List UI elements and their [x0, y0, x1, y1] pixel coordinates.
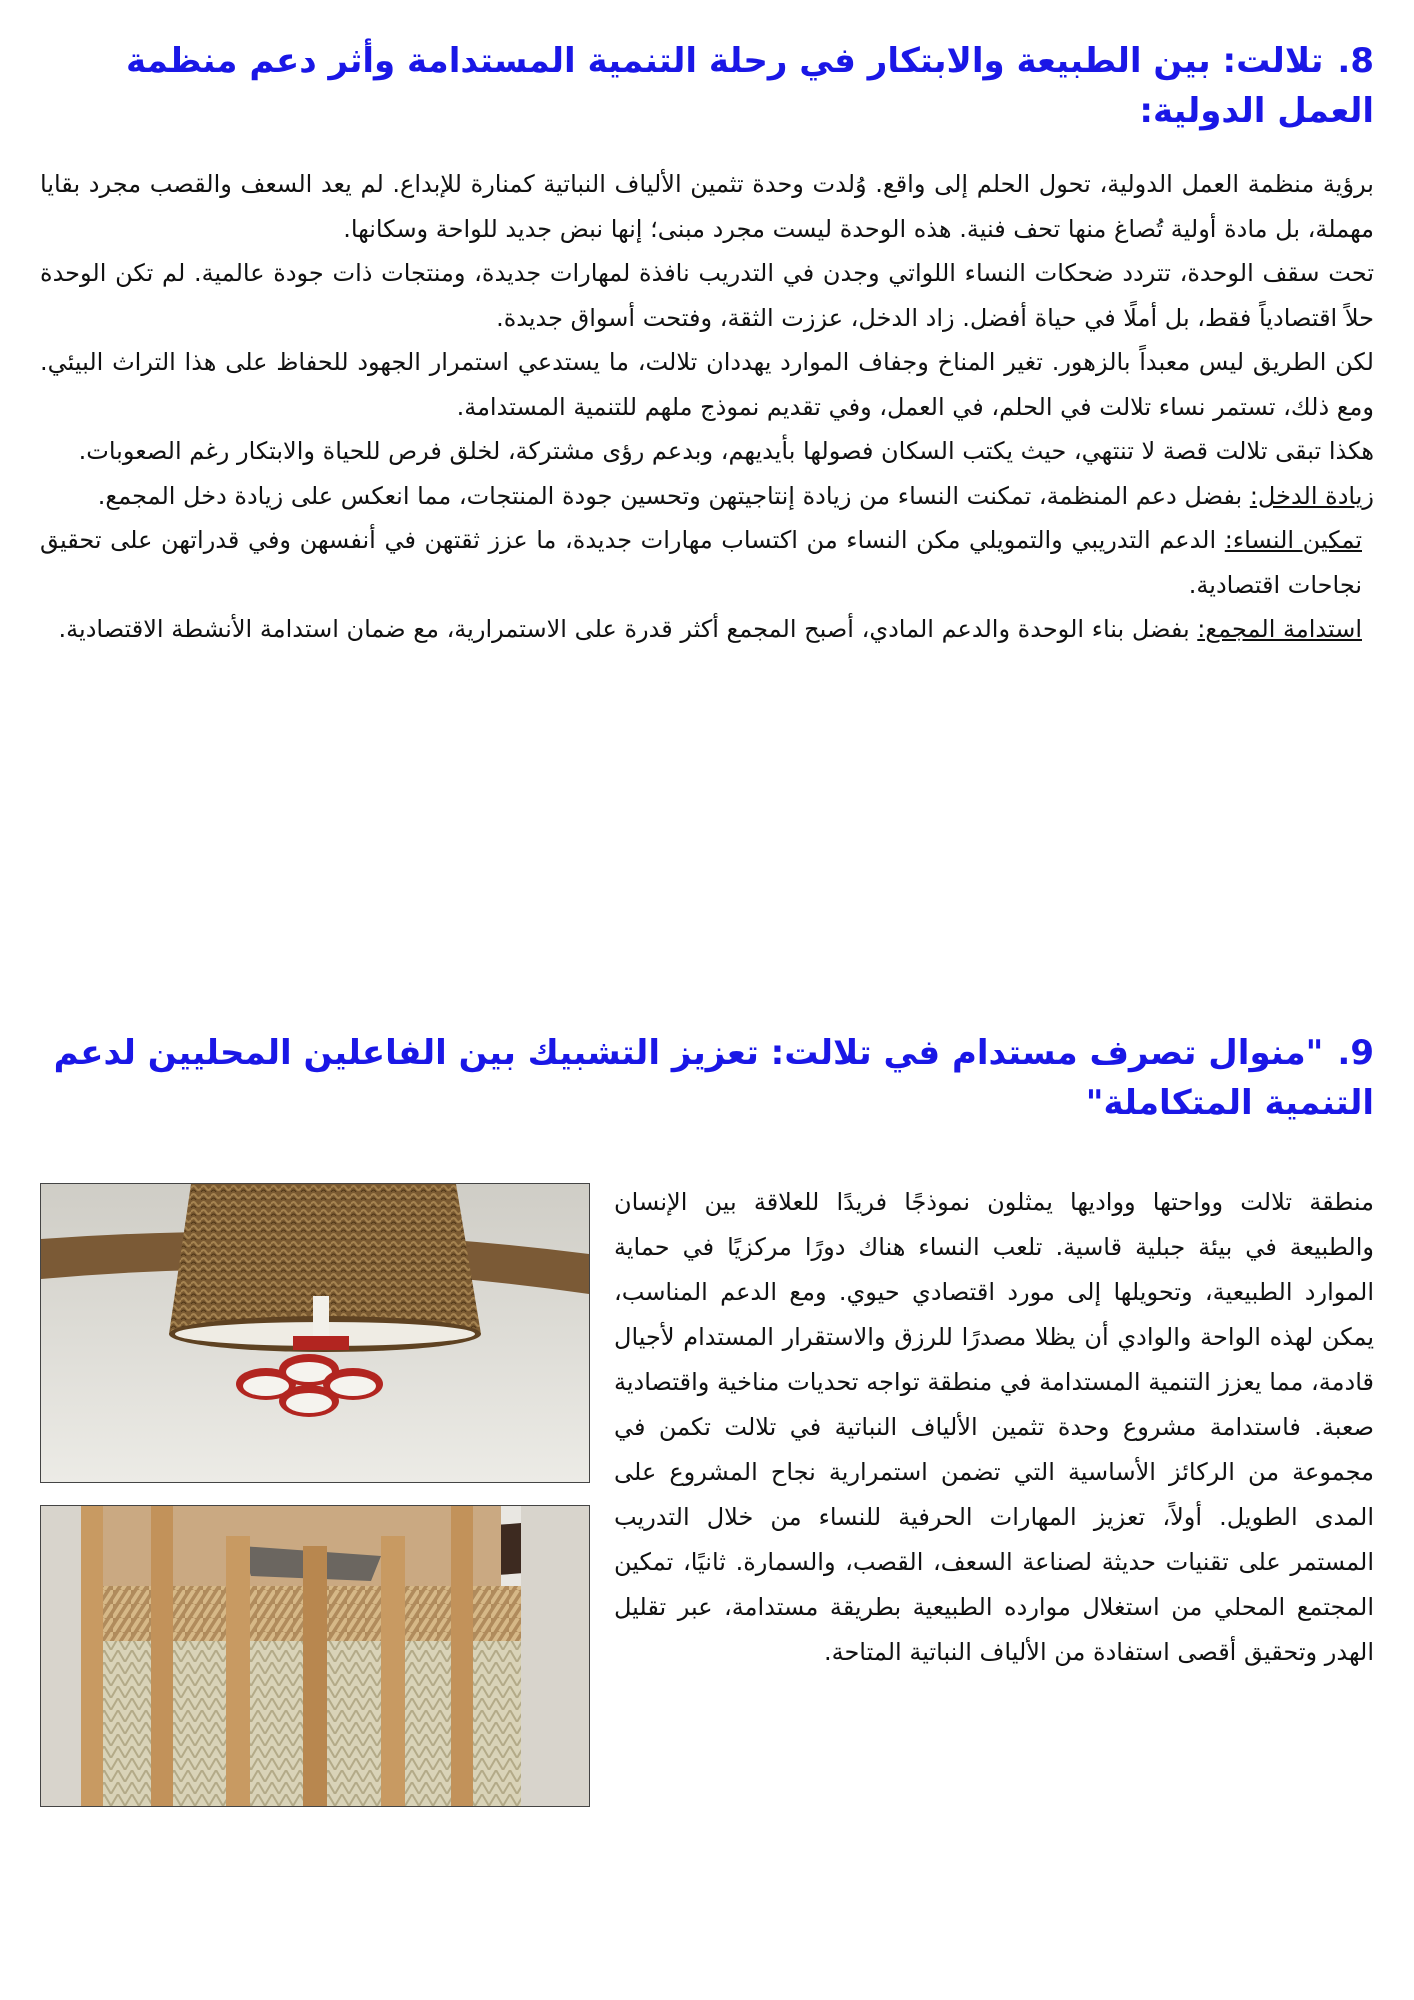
- section-8-body: [40, 162, 1374, 652]
- paragraph: لكن الطريق ليس معبداً بالزهور. تغير المناخ وجفاف الموارد يهددان تلالت، ما يستدعي استمرار الجهود للحفاظ على هذا التراث البيئي. ومع ذلك، تستمر نساء تلالت في الحلم، في العمل، وفي تقديم نموذج ملهم للتنمية المستدامة.: [40, 348, 1374, 421]
- section-9-title: "منوال تصرف مستدام في تلالت: تعزيز التشبيك بين الفاعلين المحليين لدعم التنمية المتكاملة": [53, 1033, 1374, 1123]
- section-9-number: 9.: [1337, 1033, 1374, 1073]
- section-8-number: 8.: [1337, 41, 1374, 81]
- paragraph: تحت سقف الوحدة، تتردد ضحكات النساء اللواتي وجدن في التدريب نافذة لمهارات جديدة، ومنتجات ذات جودة عالمية. لم تكن الوحدة حلاً اقتصادياً فقط، بل أملًا في حياة أفضل. زاد الدخل، عززت الثقة، وفتحت أسواق جديدة.: [40, 259, 1374, 332]
- outcome-item: [40, 474, 1374, 519]
- outcome-text: بفضل بناء الوحدة والدعم المادي، أصبح المجمع أكثر قدرة على الاستمرارية، مع ضمان استدامة الأنشطة الاقتصادية.: [58, 615, 1198, 643]
- section-8-title: تلالت: بين الطبيعة والابتكار في رحلة التنمية المستدامة وأثر دعم منظمة العمل الدولية:: [126, 41, 1374, 131]
- outcome-text: بفضل دعم المنظمة، تمكنت النساء من زيادة إنتاجيتهن وتحسين جودة المنتجات، مما انعكس على زيادة دخل المجمع.: [97, 481, 1250, 510]
- outcome-label: تمكين النساء:: [1224, 526, 1362, 554]
- woven-basket-photo: [40, 1505, 590, 1807]
- section-9-paragraph: منطقة تلالت وواحتها وواديها يمثلون نموذجًا فريدًا للعلاقة بين الإنسان والطبيعة في بيئة جبلية قاسية. تلعب النساء هناك دورًا مركزيًا في حماية الموارد الطبيعية، وتحويلها إلى مورد اقتصادي حيوي. ومع الدعم المناسب، يمكن لهذه الواحة والوادي أن يظلا مصدرًا للرزق والاستقرار المستدام لأجيال قادمة، مما يعزز التنمية المستدامة في منطقة تواجه تحديات مناخية واقتصادية صعبة. فاستدامة مشروع وحدة تثمين الألياف النباتية في تلالت تكمن في مجموعة من الركائز الأساسية التي تضمن استمرارية نجاح المشروع على المدى الطويل. أولاً، تعزيز المهارات الحرفية للنساء من خلال التدريب المستمر على تقنيات حديثة لصناعة السعف، القصب، والسمارة. ثانيًا، تمكين المجتمع المحلي من استغلال موارده الطبيعية بطريقة مستدامة، عبر تقليل الهدر وتحقيق أقصى استفادة من الألياف النباتية المتاحة.: [614, 1188, 1374, 1666]
- outcome-item: [40, 518, 1374, 607]
- paragraph: برؤية منظمة العمل الدولية، تحول الحلم إلى واقع. وُلدت وحدة تثمين الألياف النباتية كمنارة للإبداع. لم يعد السعف والقصب مجرد بقايا مهملة، بل مادة أولية تُصاغ منها تحف فنية. هذه الوحدة ليست مجرد مبنى؛ إنها نبض جديد للواحة وسكانها.: [40, 170, 1374, 243]
- outcome-item: [40, 607, 1374, 652]
- paragraph: هكذا تبقى تلالت قصة لا تنتهي، حيث يكتب السكان فصولها بأيديهم، وبدعم رؤى مشتركة، لخلق فرص للحياة والابتكار رغم الصعوبات.: [78, 437, 1374, 465]
- outcome-label: استدامة المجمع:: [1197, 615, 1362, 643]
- woven-lamp-icon: [41, 1184, 589, 1482]
- outcome-label: زيادة الدخل:: [1249, 481, 1374, 510]
- section-9-heading: [44, 1028, 1374, 1128]
- woven-lamp-photo: [40, 1183, 590, 1483]
- outcome-text: الدعم التدريبي والتمويلي مكن النساء من اكتساب مهارات جديدة، ما عزز ثقتهن في أنفسهن وفي قدراتهن على تحقيق نجاحات اقتصادية.: [40, 526, 1362, 599]
- woven-basket-icon: [41, 1506, 589, 1806]
- section-8-heading: [34, 36, 1374, 136]
